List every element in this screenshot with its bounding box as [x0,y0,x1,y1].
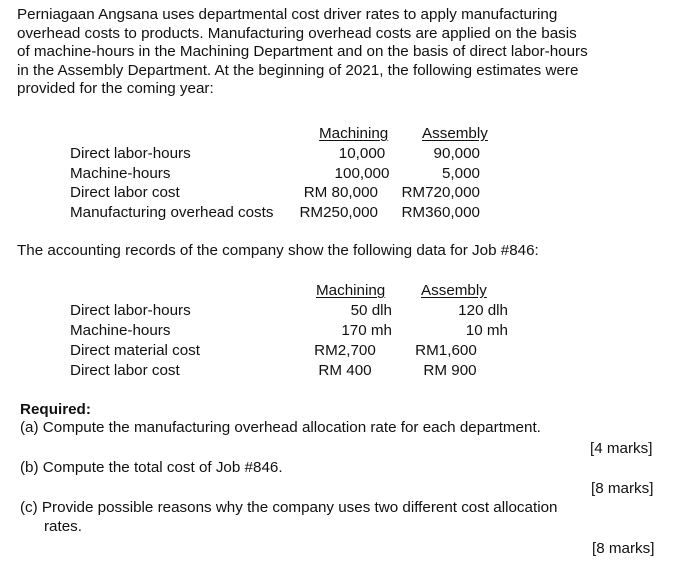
job-cell-machining: 170 mh [341,322,392,339]
job-cell-assembly: RM1,600 [415,342,477,359]
estimates-cell-machining: 10,000 [338,145,386,162]
estimates-row-label: Direct labor cost [70,184,180,201]
estimates-row-label: Manufacturing overhead costs [70,204,274,221]
intro-line: in the Assembly Department. At the beginning of 2021, the following estimates were [17,61,579,79]
question-a: (a) Compute the manufacturing overhead allocation rate for each department. [20,419,541,436]
intro-line: of machine-hours in the Machining Department and on the basis of direct labor-hours [17,43,588,61]
estimates-row-label: Direct labor-hours [70,145,191,162]
question-b-marks: [8 marks] [591,480,654,497]
job-cell-assembly: 10 mh [465,322,508,339]
intro-paragraph [17,6,677,99]
estimates-cell-machining: RM250,000 [299,204,378,221]
estimates-cell-assembly: RM360,000 [401,204,480,221]
estimates-cell-assembly: RM720,000 [401,184,480,201]
job-header-assembly: Assembly [421,282,487,299]
question-b: (b) Compute the total cost of Job #846. [20,459,283,476]
job-row-label: Direct material cost [70,342,200,359]
estimates-row-label: Machine-hours [70,165,171,182]
job-cell-machining: RM2,700 [314,342,376,359]
job-cell-machining: RM 400 [318,362,372,379]
job-intro-text: The accounting records of the company show the following data for Job #846: [17,242,539,259]
job-row-label: Direct labor-hours [70,302,191,319]
job-cell-assembly: RM 900 [423,362,477,379]
required-heading: Required: [20,401,91,418]
job-row-label: Machine-hours [70,322,171,339]
question-c: (c) Provide possible reasons why the company uses two different cost allocation [20,499,558,516]
job-header-machining: Machining [316,282,386,299]
estimates-cell-machining: 100,000 [334,165,390,182]
intro-line: Perniagaan Angsana uses departmental cost driver rates to apply manufacturing [17,6,558,23]
job-row-label: Direct labor cost [70,362,180,379]
estimates-header-machining: Machining [319,125,389,142]
estimates-header-assembly: Assembly [422,125,488,142]
question-a-marks: [4 marks] [590,440,653,457]
estimates-cell-assembly: 5,000 [441,165,480,182]
question-c-marks: [8 marks] [592,540,655,557]
estimates-cell-assembly: 90,000 [433,145,480,162]
job-cell-assembly: 120 dlh [458,302,508,319]
intro-line: provided for the coming year: [17,80,214,98]
question-c-continued: rates. [44,518,82,535]
job-cell-machining: 50 dlh [350,302,392,319]
estimates-cell-machining: RM 80,000 [303,184,378,201]
intro-line: overhead costs to products. Manufacturing overhead costs are applied on the basis [17,24,577,42]
